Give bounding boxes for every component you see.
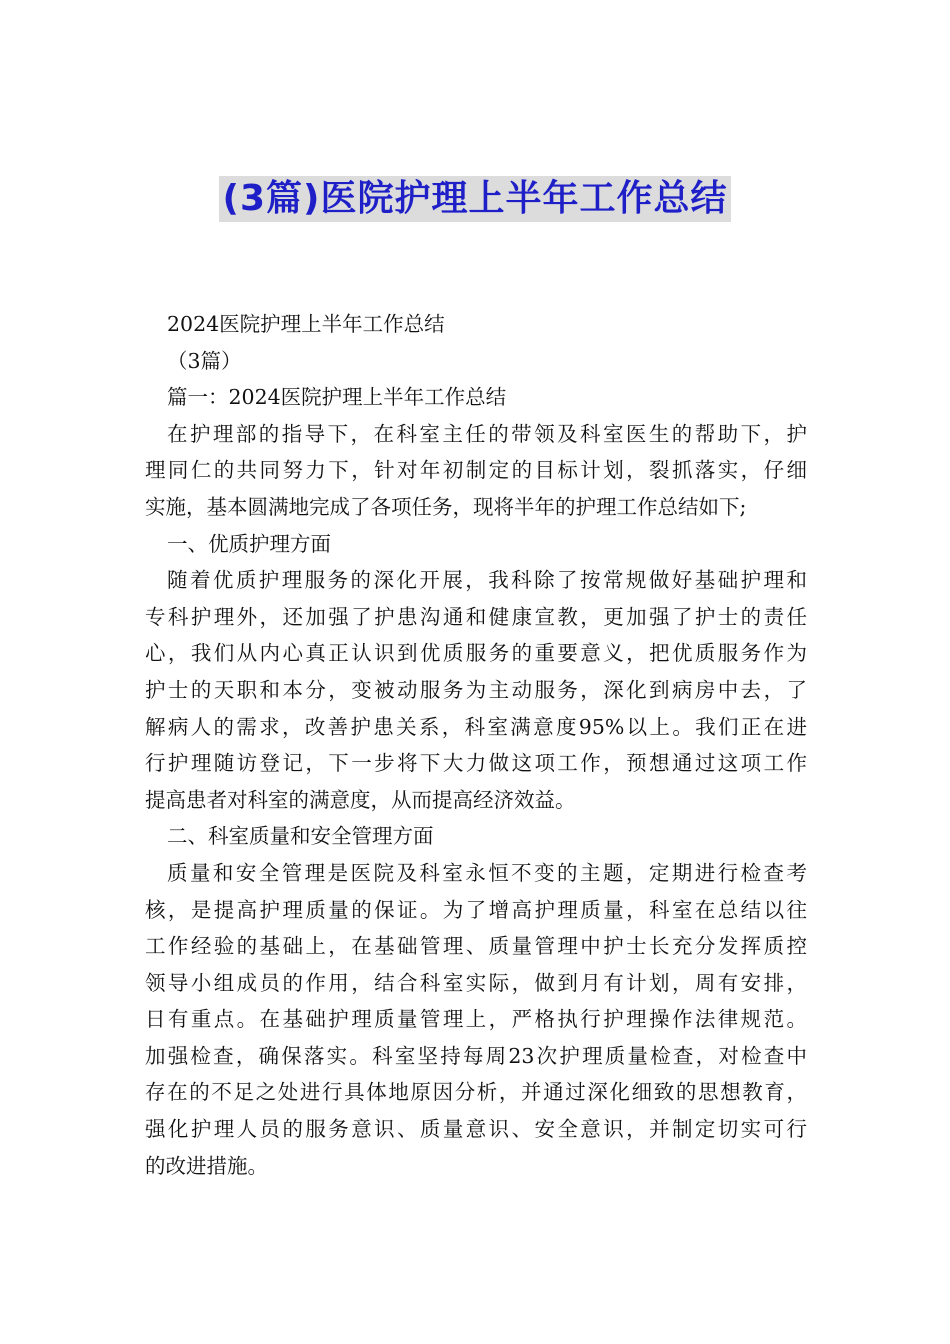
text-line: 强化护理人员的服务意识、质量意识、安全意识，并制定切实可行 bbox=[145, 1117, 807, 1142]
document-body bbox=[145, 306, 807, 1184]
text-line: 提高患者对科室的满意度，从而提高经济效益。 bbox=[145, 787, 576, 812]
text-line: 随着优质护理服务的深化开展，我科除了按常规做好基础护理和 bbox=[167, 568, 807, 593]
text-line: 实施，基本圆满地完成了各项任务，现将半年的护理工作总结如下; bbox=[145, 494, 747, 519]
text-line: （3篇） bbox=[167, 348, 242, 373]
text-line: 2024医院护理上半年工作总结 bbox=[167, 312, 445, 336]
text-line: 心，我们从内心真正认识到优质服务的重要意义，把优质服务作为 bbox=[145, 641, 807, 666]
text-line: 行护理随访登记，下一步将下大力做这项工作，预想通过这项工作 bbox=[145, 751, 807, 776]
text-line: 解病人的需求，改善护患关系，科室满意度95%以上。我们正在进 bbox=[145, 714, 807, 739]
section-heading: 一、优质护理方面 bbox=[167, 531, 331, 556]
text-line: 在护理部的指导下，在科室主任的带领及科室医生的帮助下，护 bbox=[167, 421, 807, 446]
text-line: 质量和安全管理是医院及科室永恒不变的主题，定期进行检查考 bbox=[167, 860, 807, 885]
section-heading: 二、科室质量和安全管理方面 bbox=[167, 824, 434, 849]
text-line: 核，是提高护理质量的保证。为了增高护理质量，科室在总结以往 bbox=[145, 897, 807, 922]
text-line: 存在的不足之处进行具体地原因分析，并通过深化细致的思想教育， bbox=[145, 1080, 807, 1105]
text-line: 日有重点。在基础护理质量管理上，严格执行护理操作法律规范。 bbox=[145, 1007, 807, 1032]
text-line: 护士的天职和本分，变被动服务为主动服务，深化到病房中去，了 bbox=[145, 677, 807, 702]
text-line: 专科护理外，还加强了护患沟通和健康宣教，更加强了护士的责任 bbox=[145, 604, 807, 629]
text-line: 加强检查，确保落实。科室坚持每周23次护理质量检查，对检查中 bbox=[145, 1043, 807, 1068]
document-title bbox=[0, 176, 950, 222]
text-line: 理同仁的共同努力下，针对年初制定的目标计划，裂抓落实，仔细 bbox=[145, 458, 807, 483]
text-line: 的改进措施。 bbox=[145, 1153, 268, 1178]
text-line: 工作经验的基础上，在基础管理、质量管理中护士长充分发挥质控 bbox=[145, 934, 807, 959]
document-title-text: (3篇)医院护理上半年工作总结 bbox=[219, 176, 732, 222]
text-line: 领导小组成员的作用，结合科室实际，做到月有计划，周有安排， bbox=[145, 970, 807, 995]
text-line: 篇一：2024医院护理上半年工作总结 bbox=[167, 385, 507, 410]
